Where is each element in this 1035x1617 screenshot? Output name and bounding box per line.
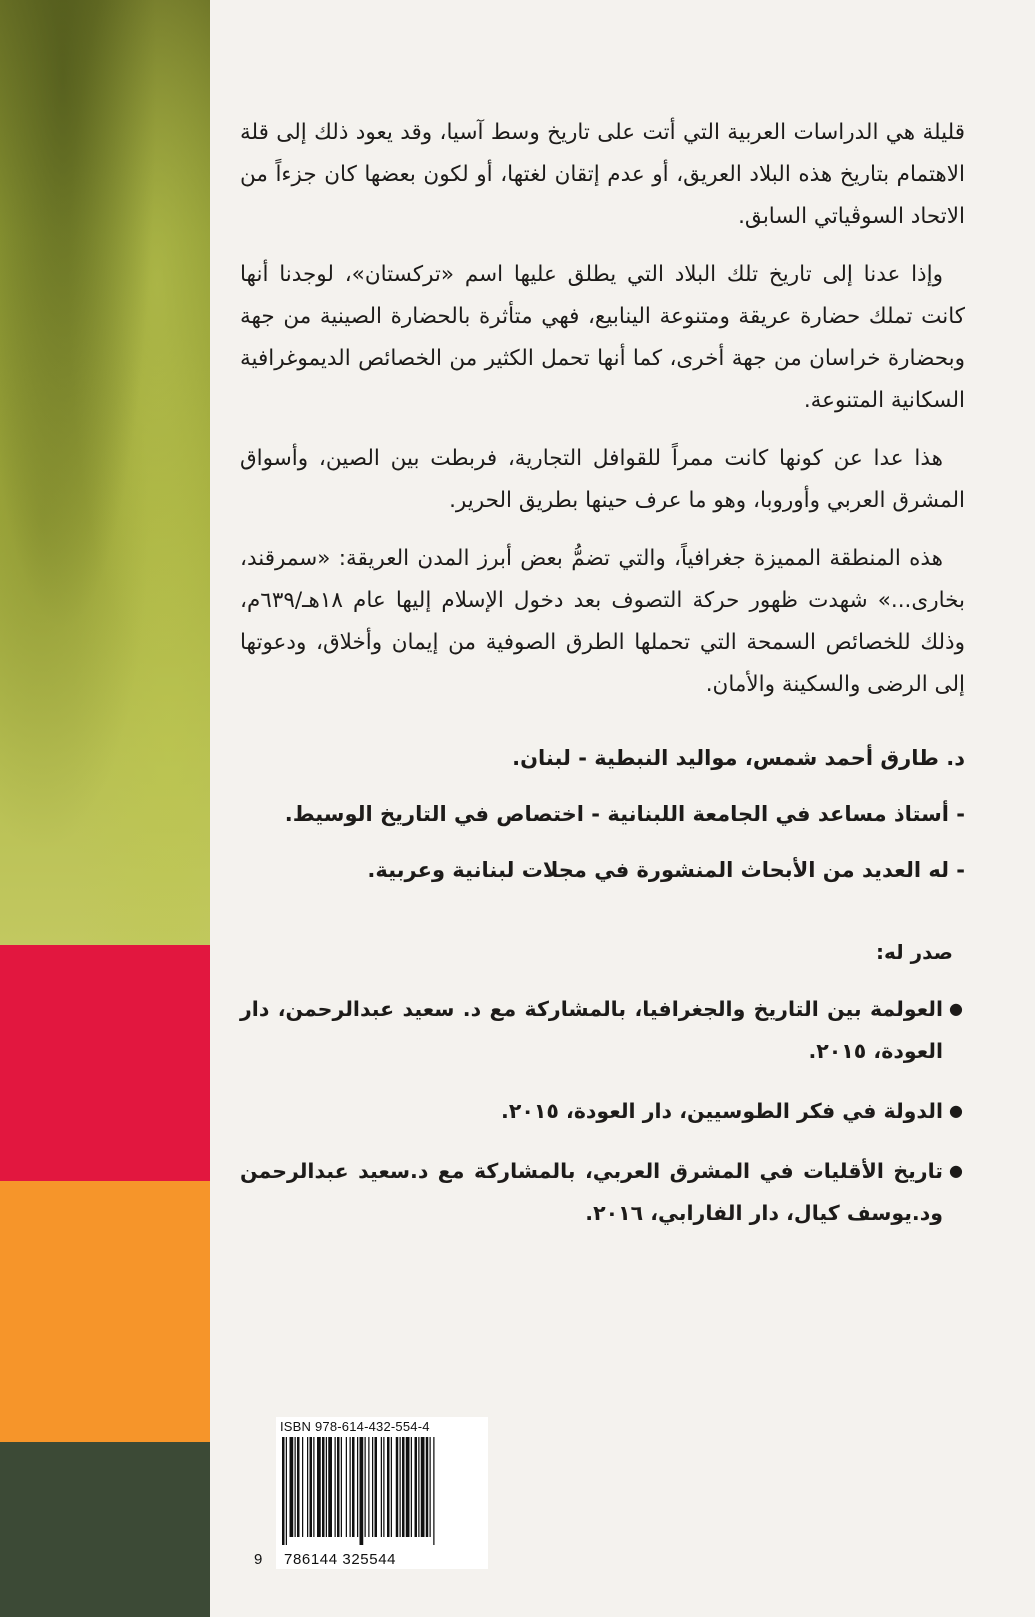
barcode-bar — [368, 1437, 369, 1537]
barcode-bar — [313, 1437, 314, 1537]
barcode-bar — [430, 1437, 431, 1537]
barcode-bar — [372, 1437, 373, 1537]
red-band — [0, 945, 210, 1181]
blurb-paragraph-1: قليلة هي الدراسات العربية التي أتت على تاريخ وسط آسيا، وقد يعود ذلك إلى قلة الاهتمام بتاريخ هذه البلاد العريق، أو عدم إتقان لغتها، أو لكون بعضها كان جزءاً من الاتحاد السوڤياتي السابق. — [240, 120, 965, 229]
author-name: د. طارق أحمد شمس، مواليد النبطية - لبنان. — [512, 746, 965, 770]
book-item — [240, 1090, 965, 1132]
blurb-paragraph-3: هذا عدا عن كونها كانت ممراً للقوافل التجارية، فربطت بين الصين، وأسواق المشرق العربي وأوروبا، وهو ما عرف حينها بطريق الحرير. — [240, 446, 965, 513]
barcode-bar — [415, 1437, 418, 1537]
barcode-bar — [406, 1437, 410, 1537]
barcode-bar — [282, 1437, 285, 1545]
barcode-bar — [433, 1437, 434, 1545]
bullet-icon: ● — [949, 999, 963, 1018]
barcode-bar — [396, 1437, 399, 1537]
isbn-barcode — [254, 1417, 488, 1569]
barcode-bar — [352, 1437, 355, 1537]
barcode-bar — [381, 1437, 382, 1537]
barcode-bar — [400, 1437, 401, 1537]
book-item — [240, 988, 965, 1072]
dark-green-band — [0, 1442, 210, 1617]
barcode-bar — [411, 1437, 412, 1537]
barcode-bar — [335, 1437, 336, 1537]
barcode-bar — [295, 1437, 296, 1537]
barcode-bar — [426, 1437, 429, 1537]
barcode-bar — [365, 1437, 366, 1537]
blurb-paragraph-4: هذه المنطقة المميزة جغرافياً، والتي تضمُّ بعض أبرز المدن العريقة: «سمرقند، بخارى...» شهدت ظهور حركة التصوف بعد دخول الإسلام إليها عام ١٨هـ/٦٣٩م، وذلك للخصائص السمحة التي تحملها الطرق الصوفية من إيمان وأخلاق، ودعوتها إلى الرضى والسكينة والأمان. — [240, 546, 965, 697]
barcode-bar — [357, 1437, 358, 1537]
barcode-bar — [360, 1437, 364, 1545]
barcode-bar — [387, 1437, 390, 1537]
barcode-bar — [337, 1437, 340, 1537]
blurb-paragraph-2: وإذا عدنا إلى تاريخ تلك البلاد التي يطلق عليها اسم «تركستان»، لوجدنا أنها كانت تملك حضارة عريقة ومتنوعة الينابيع، فهي متأثرة بالحضارة الصينية من جهة وبحضارة خراسان من جهة أخرى، كما أنها تحمل الكثير من الخصائص الديموغرافية السكانية المتنوعة. — [240, 262, 965, 413]
barcode-bar — [322, 1437, 325, 1537]
barcode-bar — [317, 1437, 321, 1537]
barcode-bar — [307, 1437, 308, 1537]
bullet-icon: ● — [949, 1101, 963, 1120]
barcode-bar — [297, 1437, 300, 1537]
color-strip — [0, 0, 210, 1617]
book-title: الدولة في فكر الطوسيين، دار العودة، ٢٠١٥. — [501, 1099, 943, 1123]
barcode-bar — [375, 1437, 378, 1537]
back-cover-text — [240, 112, 965, 1252]
olive-band — [0, 0, 210, 945]
barcode-bar — [346, 1437, 347, 1537]
barcode-bar — [286, 1437, 287, 1545]
book-title: العولمة بين التاريخ والجغرافيا، بالمشاركة مع د. سعيد عبدالرحمن، دار العودة، ٢٠١٥. — [240, 997, 943, 1063]
barcode-bar — [326, 1437, 327, 1537]
barcode-bar — [310, 1437, 313, 1537]
author-position: - أستاذ مساعد في الجامعة اللبنانية - اختصاص في التاريخ الوسيط. — [284, 802, 965, 826]
bullet-icon: ● — [949, 1161, 963, 1180]
barcode-bar — [418, 1437, 419, 1537]
barcode-bar — [421, 1437, 425, 1537]
barcode-bar — [350, 1437, 351, 1537]
author-bio — [240, 744, 965, 884]
barcode-bar — [302, 1437, 303, 1537]
barcode-bar — [402, 1437, 405, 1537]
barcode-bar — [391, 1437, 392, 1537]
orange-band — [0, 1181, 210, 1442]
book-title: تاريخ الأقليات في المشرق العربي، بالمشاركة مع د.سعيد عبدالرحمن ود.يوسف كيال، دار الفارابي، ٢٠١٦. — [240, 1159, 943, 1225]
barcode-bars-icon — [282, 1437, 482, 1545]
author-research: - له العديد من الأبحاث المنشورة في مجلات لبنانية وعربية. — [367, 858, 965, 882]
barcode-bar — [383, 1437, 384, 1537]
published-heading: صدر له: — [876, 940, 953, 964]
book-item — [240, 1150, 965, 1234]
barcode-bar — [290, 1437, 294, 1537]
barcode-digits: 786144 325544 — [284, 1551, 397, 1568]
barcode-bar — [328, 1437, 332, 1537]
barcode-bar — [341, 1437, 342, 1537]
barcode-lead-digit: 9 — [254, 1551, 263, 1568]
isbn-label: ISBN 978-614-432-554-4 — [280, 1419, 430, 1434]
